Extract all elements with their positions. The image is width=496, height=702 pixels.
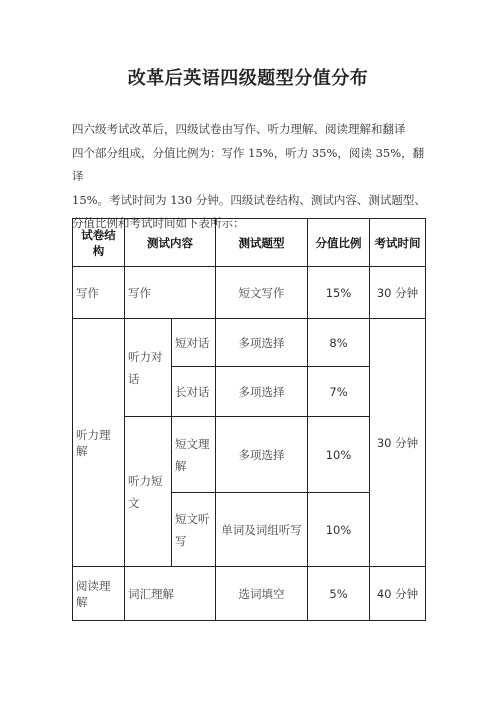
short-dialogue-content: 短对话 xyxy=(172,319,216,367)
writing-ratio: 15% xyxy=(308,267,370,319)
writing-type: 短文写作 xyxy=(216,267,308,319)
reading-structure: 阅读理解 xyxy=(73,567,125,621)
passage-dictation-type: 单词及词组听写 xyxy=(216,493,308,567)
long-dialogue-content: 长对话 xyxy=(172,367,216,417)
long-dialogue-type: 多项选择 xyxy=(216,367,308,417)
table-row-short-dialogue xyxy=(73,319,426,367)
reading-content: 词汇理解 xyxy=(125,567,216,621)
short-dialogue-type: 多项选择 xyxy=(216,319,308,367)
score-distribution-table xyxy=(72,218,426,621)
passage-comprehension-ratio: 10% xyxy=(308,417,370,493)
document-title: 改革后英语四级题型分值分布 xyxy=(127,68,369,89)
writing-structure: 写作 xyxy=(73,267,125,319)
header-content: 测试内容 xyxy=(125,219,216,267)
table-header-row xyxy=(73,219,426,267)
passage-dictation-ratio: 10% xyxy=(308,493,370,567)
passage-dictation-content: 短文听写 xyxy=(172,493,216,567)
listening-passage-group: 听力短文 xyxy=(125,417,172,567)
short-dialogue-ratio: 8% xyxy=(308,319,370,367)
header-structure: 试卷结构 xyxy=(73,219,125,267)
intro-line: 四个部分组成，分值比例为：写作 15%，听力 35%，阅读 35%，翻译 xyxy=(72,145,425,183)
reading-type: 选词填空 xyxy=(216,567,308,621)
writing-content: 写作 xyxy=(125,267,216,319)
intro-line: 四六级考试改革后，四级试卷由写作、听力理解、阅读理解和翻译 xyxy=(72,122,406,136)
intro-line: 分值比例和考试时间如下表所示： xyxy=(72,216,245,230)
listening-time: 30 分钟 xyxy=(370,319,426,567)
header-type: 测试题型 xyxy=(216,219,308,267)
header-time: 考试时间 xyxy=(370,219,426,267)
header-ratio: 分值比例 xyxy=(308,219,370,267)
writing-time: 30 分钟 xyxy=(370,267,426,319)
listening-dialogue-group: 听力对话 xyxy=(125,319,172,417)
intro-line: 15%。考试时间为 130 分钟。四级试卷结构、测试内容、测试题型、 xyxy=(72,192,426,207)
reading-ratio: 5% xyxy=(308,567,370,621)
long-dialogue-ratio: 7% xyxy=(308,367,370,417)
listening-structure: 听力理解 xyxy=(73,319,125,567)
table-row-reading xyxy=(73,567,426,621)
table-row-writing xyxy=(73,267,426,319)
passage-comprehension-type: 多项选择 xyxy=(216,417,308,493)
reading-time: 40 分钟 xyxy=(370,567,426,621)
passage-comprehension-content: 短文理解 xyxy=(172,417,216,493)
